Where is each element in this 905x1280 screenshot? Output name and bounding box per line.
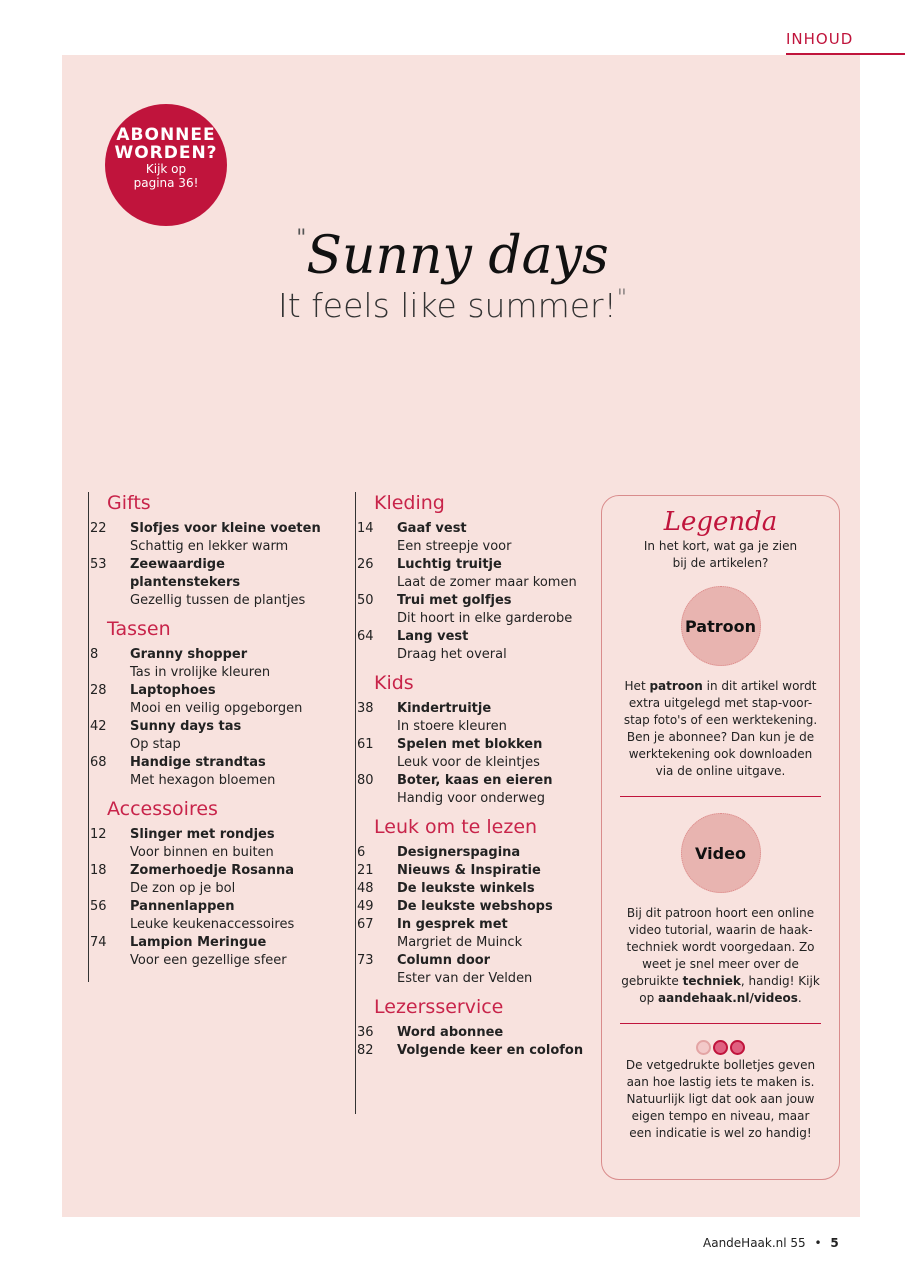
toc-item[interactable] (89, 898, 338, 934)
article-title: Pannenlappen (130, 899, 235, 914)
yarn-ball-icon (696, 1040, 711, 1055)
toc-item[interactable] (89, 934, 338, 970)
difficulty-balls (620, 1040, 821, 1055)
videos-link[interactable]: aandehaak.nl/videos (658, 991, 798, 1005)
toc-item[interactable] (89, 556, 338, 610)
article-subtitle: Handig voor onderweg (397, 791, 545, 806)
article-subtitle: Leuk voor de kleintjes (397, 755, 540, 770)
article-subtitle: Een streepje voor (397, 539, 512, 554)
article-subtitle: Draag het overal (397, 647, 507, 662)
article-subtitle: Gezellig tussen de plantjes (130, 593, 306, 608)
title-main: Sunny days (306, 226, 609, 286)
section-heading: Gifts (107, 492, 151, 514)
page-ref: 22 (90, 521, 107, 536)
toc-item[interactable] (356, 952, 595, 988)
page-ref: 50 (357, 593, 374, 608)
article-title: Granny shopper (130, 647, 248, 662)
toc-item[interactable] (356, 862, 595, 880)
article-title: Gaaf vest (397, 521, 467, 536)
page-footer (703, 1236, 839, 1250)
article-subtitle: Tas in vrolijke kleuren (130, 665, 271, 680)
page-ref: 73 (357, 953, 374, 968)
article-subtitle: Schattig en lekker warm (130, 539, 289, 554)
legend-title: Legenda (663, 507, 778, 537)
toc-item[interactable] (356, 772, 595, 808)
toc-item[interactable] (89, 862, 338, 898)
toc-section (89, 492, 338, 610)
article-title: Lang vest (397, 629, 469, 644)
page-ref: 67 (357, 917, 374, 932)
toc-item[interactable] (89, 718, 338, 754)
article-title: De leukste webshops (397, 899, 553, 914)
article-title: Zeewaardige plantenstekers (130, 557, 241, 590)
badge-line2: WORDEN? (114, 143, 218, 163)
video-text: Bij dit patroon hoort een online video tutorial, waarin de haak-techniek wordt voorgedaan. Zo weet je snel meer over de gebruikte techniek, handig! Kijk op aandehaak.nl/videos. (621, 906, 820, 1005)
toc-section (89, 798, 338, 970)
page-ref: 64 (357, 629, 374, 644)
yarn-ball-icon (713, 1040, 728, 1055)
video-label: Video (695, 843, 746, 863)
toc-item[interactable] (356, 844, 595, 862)
page-ref: 28 (90, 683, 107, 698)
page-ref: 38 (357, 701, 374, 716)
article-subtitle: Laat de zomer maar komen (397, 575, 577, 590)
toc-item[interactable] (356, 556, 595, 592)
page-ref: 26 (357, 557, 374, 572)
toc-item[interactable] (356, 898, 595, 916)
yarn-ball-icon (730, 1040, 745, 1055)
toc-item[interactable] (356, 628, 595, 664)
page-ref: 42 (90, 719, 107, 734)
close-quote: " (616, 286, 627, 311)
page-ref: 8 (90, 647, 99, 662)
toc-section (89, 618, 338, 790)
toc-column-1 (88, 492, 338, 982)
article-title: Column door (397, 953, 491, 968)
article-subtitle: Leuke keukenaccessoires (130, 917, 295, 932)
article-subtitle: Met hexagon bloemen (130, 773, 276, 788)
divider (620, 1023, 821, 1024)
article-title: Luchtig truitje (397, 557, 502, 572)
section-label: INHOUD (786, 30, 854, 48)
article-title: Volgende keer en colofon (397, 1043, 584, 1058)
article-title: Nieuws & Inspiratie (397, 863, 541, 878)
article-subtitle: In stoere kleuren (397, 719, 507, 734)
toc-item[interactable] (89, 826, 338, 862)
page-ref: 61 (357, 737, 374, 752)
toc-section (356, 672, 595, 808)
toc-item[interactable] (356, 592, 595, 628)
toc-item[interactable] (89, 754, 338, 790)
page-ref: 6 (357, 845, 366, 860)
article-title: Spelen met blokken (397, 737, 543, 752)
article-title: Slofjes voor kleine voeten (130, 521, 321, 536)
legend-intro: In het kort, wat ga je zien bij de artikelen? (643, 539, 798, 570)
article-subtitle: Ester van der Velden (397, 971, 533, 986)
magazine-issue: AandeHaak.nl 55 (703, 1236, 806, 1250)
article-title: Slinger met rondjes (130, 827, 275, 842)
article-subtitle: Dit hoort in elke garderobe (397, 611, 573, 626)
page-ref: 68 (90, 755, 107, 770)
page-ref: 21 (357, 863, 374, 878)
patroon-icon (681, 586, 761, 666)
page-ref: 48 (357, 881, 374, 896)
subscribe-badge[interactable] (105, 104, 227, 226)
divider (620, 796, 821, 797)
page-ref: 12 (90, 827, 107, 842)
page-ref: 36 (357, 1025, 374, 1040)
page-ref: 53 (90, 557, 107, 572)
toc-item[interactable] (356, 1042, 595, 1060)
page-ref: 18 (90, 863, 107, 878)
page-ref: 74 (90, 935, 107, 950)
toc-section (356, 996, 595, 1060)
article-subtitle: Op stap (130, 737, 181, 752)
article-subtitle: Margriet de Muinck (397, 935, 523, 950)
page-number: 5 (830, 1236, 839, 1250)
toc-item[interactable] (356, 700, 595, 736)
difficulty-text: De vetgedrukte bolletjes geven aan hoe lastig iets te maken is. Natuurlijk ligt dat ook aan jouw eigen tempo en niveau, maar een indicatie is wel zo handig! (625, 1058, 816, 1140)
page-title (0, 226, 905, 325)
section-heading: Lezersservice (374, 996, 504, 1018)
title-sub: It feels like summer! (278, 286, 617, 325)
article-subtitle: De zon op je bol (130, 881, 236, 896)
badge-line3: Kijk op (145, 162, 187, 176)
toc-item[interactable] (89, 520, 338, 556)
section-heading: Accessoires (107, 798, 218, 820)
page-ref: 80 (357, 773, 374, 788)
toc-item[interactable] (89, 682, 338, 718)
section-heading: Leuk om te lezen (374, 816, 538, 838)
video-icon (681, 813, 761, 893)
article-title: Word abonnee (397, 1025, 504, 1040)
toc-column-2 (355, 492, 595, 1114)
badge-line1: ABONNEE (116, 125, 216, 145)
article-title: Sunny days tas (130, 719, 242, 734)
article-title: Boter, kaas en eieren (397, 773, 553, 788)
page-ref: 82 (357, 1043, 374, 1058)
page-ref: 56 (90, 899, 107, 914)
section-heading: Kids (374, 672, 414, 694)
badge-line4: pagina 36! (133, 176, 199, 190)
toc-item[interactable] (356, 916, 595, 952)
article-subtitle: Mooi en veilig opgeborgen (130, 701, 303, 716)
toc-section (356, 816, 595, 988)
article-title: Zomerhoedje Rosanna (130, 863, 294, 878)
article-title: Kindertruitje (397, 701, 492, 716)
open-quote: " (296, 226, 307, 251)
toc-item[interactable] (89, 646, 338, 682)
page-ref: 49 (357, 899, 374, 914)
article-title: Laptophoes (130, 683, 216, 698)
page-ref: 14 (357, 521, 374, 536)
legend-box (601, 495, 840, 1180)
article-subtitle: Voor binnen en buiten (130, 845, 274, 860)
article-subtitle: Voor een gezellige sfeer (130, 953, 287, 968)
toc-item[interactable] (356, 736, 595, 772)
toc-section (356, 492, 595, 664)
patroon-text: Het patroon in dit artikel wordt extra uitgelegd met stap-voor-stap foto's of een werktekening. Ben je abonnee? Dan kun je de werktekening ook downloaden via de online uitgave. (623, 679, 818, 778)
article-title: Trui met golfjes (397, 593, 512, 608)
section-heading: Kleding (374, 492, 445, 514)
article-title: Lampion Meringue (130, 935, 267, 950)
bullet: • (814, 1236, 822, 1250)
toc-item[interactable] (356, 880, 595, 898)
article-title: De leukste winkels (397, 881, 535, 896)
article-title: Handige strandtas (130, 755, 266, 770)
article-title: Designerspagina (397, 845, 521, 860)
toc-item[interactable] (356, 520, 595, 556)
article-title: In gesprek met (397, 917, 508, 932)
toc-item[interactable] (356, 1024, 595, 1042)
patroon-label: Patroon (684, 616, 756, 636)
section-heading: Tassen (107, 618, 171, 640)
